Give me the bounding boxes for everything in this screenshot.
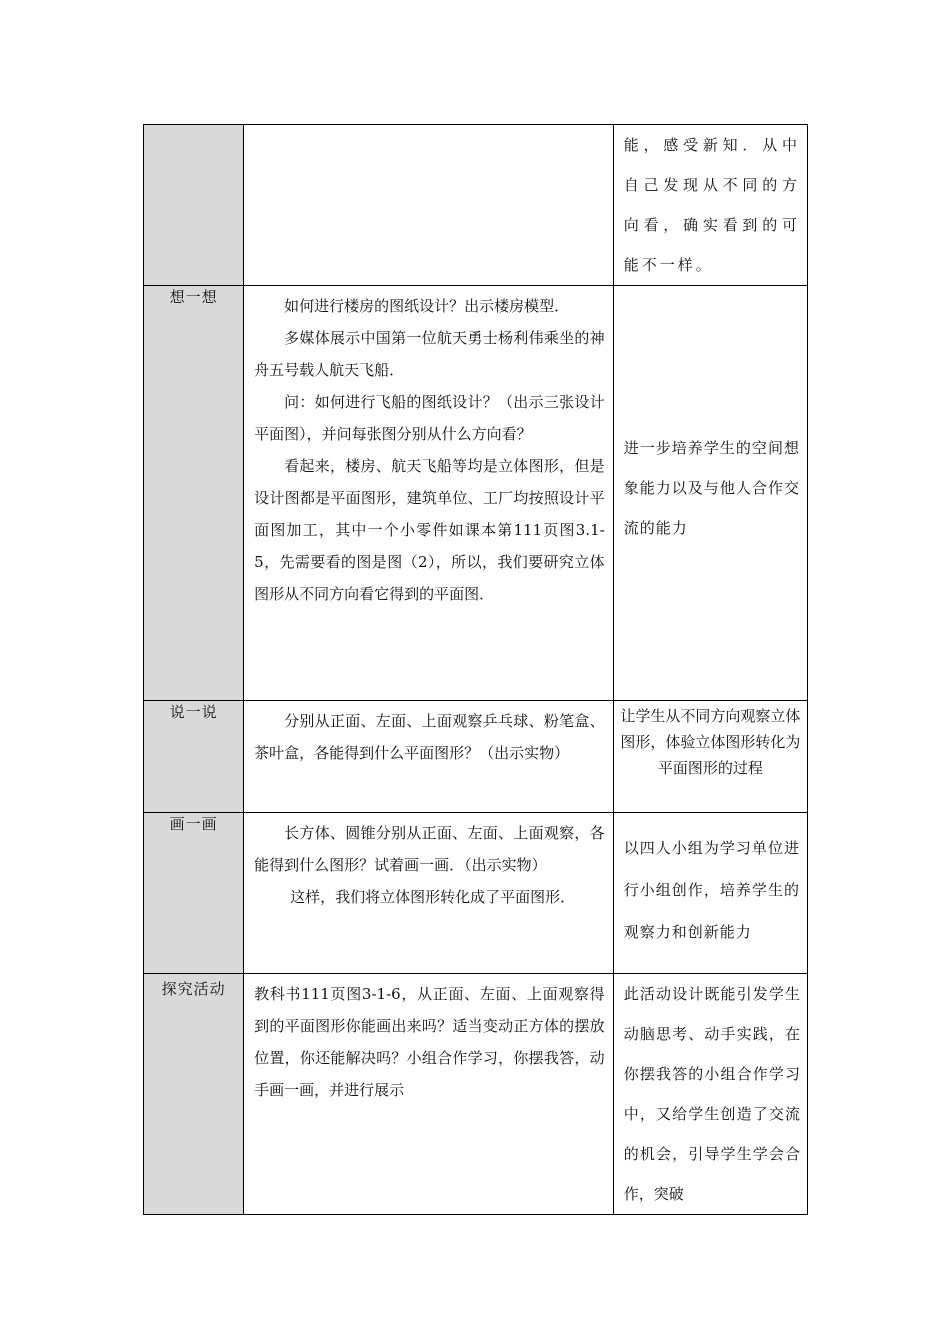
- content-cell: [244, 701, 614, 813]
- content-cell: [244, 125, 614, 286]
- design-intent-text: 进一步培养学生的空间想象能力以及与他人合作交流的能力: [623, 439, 800, 537]
- stage-label: 探究活动: [161, 980, 226, 998]
- stage-cell: [144, 125, 244, 286]
- stage-cell: [144, 813, 244, 974]
- content-paragraph: 长方体、圆锥分别从正面、左面、上面观察，各能得到什么图形？试着画一画．（出示实物）: [254, 824, 605, 874]
- content-paragraph: 这样，我们将立体图形转化成了平面图形．: [290, 888, 576, 906]
- content-paragraph: 多媒体展示中国第一位航天勇士杨利伟乘坐的神舟五号载人航天飞船．: [254, 329, 605, 379]
- content-paragraph: 看起来，楼房、航天飞船等均是立体图形，但是设计图都是平面图形，建筑单位、工厂均按照设计平面图加工，其中一个小零件如课本第111页图3.1-5，先需要看的图是图（2），所以，我们要研究立体图形从不同方向看它得到的平面图．: [254, 457, 605, 603]
- content-cell: [244, 813, 614, 974]
- design-intent-text: 此活动设计既能引发学生动脑思考、动手实践，在你摆我答的小组合作学习中，又给学生创造了交流的机会，引导学生学会合作，突破: [623, 985, 800, 1203]
- table-row: [144, 813, 808, 974]
- lesson-plan-table: [143, 124, 808, 1215]
- content-paragraph: 教科书111页图3-1-6，从正面、左面、上面观察得到的平面图形你能画出来吗？适当变动正方体的摆放位置，你还能解决吗？小组合作学习，你摆我答，动手画一画，并进行展示: [254, 985, 605, 1099]
- table-row: [144, 125, 808, 286]
- note-cell: [613, 701, 807, 813]
- design-intent-text: 能，感受新知．从中自己发现从不同的方向看，确实看到的可能不一样。: [623, 136, 800, 274]
- table-row: [144, 701, 808, 813]
- content-paragraph: 分别从正面、左面、上面观察乒乓球、粉笔盒、茶叶盒，各能得到什么平面图形？（出示实物）: [254, 712, 605, 762]
- stage-label: 画一画: [169, 815, 218, 833]
- content-paragraph: 如何进行楼房的图纸设计？出示楼房模型．: [284, 297, 570, 315]
- stage-label: 想一想: [169, 288, 218, 306]
- table-row: [144, 286, 808, 701]
- stage-cell: [144, 974, 244, 1215]
- stage-label: 说一说: [169, 703, 218, 721]
- content-paragraph: 问：如何进行飞船的图纸设计？（出示三张设计平面图），并问每张图分别从什么方向看？: [254, 393, 605, 443]
- note-cell: [613, 813, 807, 974]
- note-cell: [613, 974, 807, 1215]
- design-intent-text: 以四人小组为学习单位进行小组创作，培养学生的观察力和创新能力: [623, 839, 800, 941]
- design-intent-text: 让学生从不同方向观察立体图形，体验立体图形转化为平面图形的过程: [620, 707, 801, 777]
- content-cell: [244, 286, 614, 701]
- content-cell: [244, 974, 614, 1215]
- note-cell: [613, 125, 807, 286]
- stage-cell: [144, 701, 244, 813]
- note-cell: [613, 286, 807, 701]
- table-row: [144, 974, 808, 1215]
- stage-cell: [144, 286, 244, 701]
